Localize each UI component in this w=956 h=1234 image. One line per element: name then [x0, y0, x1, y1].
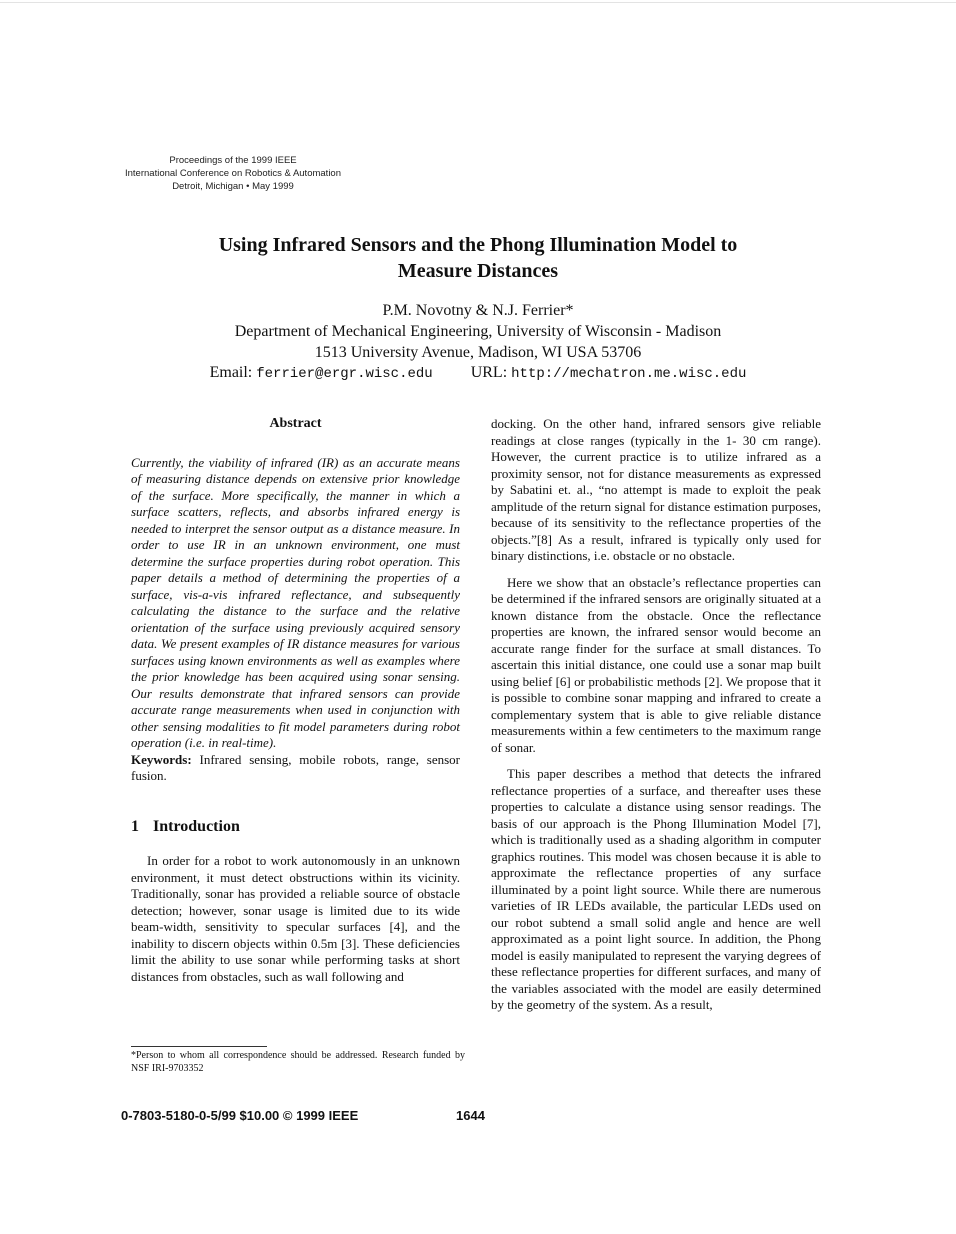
- footnote: *Person to whom all correspondence should be addressed. Research funded by NSF IRI-9703352: [131, 1050, 465, 1074]
- right-paragraph-1: docking. On the other hand, infrared sensors give reliable readings at close ranges (typically in the 1- 30 cm range). However, the current practice is to utilize infrared as a proximity sensor, not for distance measurements as expressed by Sabatini et. al., “no attempt is made to exploit the peak amplitude of the return signal for distance estimation purposes, because of its sensitivity to the reflectance properties of the objects.”[8] As a result, infrared is typically only used for binary distinctions, i.e. obstacle or no obstacle.: [491, 416, 821, 563]
- author-department: Department of Mechanical Engineering, University of Wisconsin - Madison: [234, 323, 722, 340]
- section-title: Introduction: [153, 817, 240, 835]
- author-block: [120, 300, 836, 363]
- keywords: [131, 752, 460, 785]
- paper-title: [120, 232, 836, 284]
- section-number: 1: [131, 817, 139, 835]
- url-address: http://mechatron.me.wisc.edu: [511, 366, 747, 382]
- footnote-rule: [131, 1046, 267, 1047]
- abstract-body: Currently, the viability of infrared (IR) as an accurate means of measuring distance depends on extensive prior knowledge of the surface. More specifically, the manner in which a surface scatters, reflects, and absorbs infrared energy is needed to interpret the sensor output as a distance measure. In order to use IR in an unknown environment, one must determine the surface properties during robot operation. This paper details a method of determining the properties of a surface, vis-a-vis infrared reflectance, and subsequently calculating the distance to the surface and the relative orientation of the surface using previously acquired sensory data. We present examples of IR distance measures for various surfaces using known environments as well as examples where the prior knowledge has been acquired using sonar sensing. Our results demonstrate that infrared sensors can provide accurate range measurements when used in conjunction with other sensing modalities to fit model parameters during robot operation (i.e. in real-time).: [131, 454, 460, 750]
- url-label: URL:: [470, 364, 508, 381]
- proceedings-line-1: Proceedings of the 1999 IEEE: [169, 155, 297, 166]
- proceedings-line-3: Detroit, Michigan • May 1999: [172, 181, 294, 192]
- top-edge-rule: [0, 2, 956, 3]
- left-column: [131, 416, 460, 993]
- author-address: 1513 University Avenue, Madison, WI USA 53706: [314, 344, 642, 361]
- abstract-heading: Abstract: [269, 416, 322, 431]
- right-paragraph-3: This paper describes a method that detects the infrared reflectance properties of a surface, and thereafter uses these properties to calculate a distance using sensor readings. The basis of our approach is the Phong Illumination Model [7], which is traditionally used as a shading algorithm in computer graphics routines. This model was chosen because it is able to approximate the reflectance properties of any surface illuminated by a point light source. While there are numerous varieties of IR LEDs available, the particular LEDs used on our robot subtend a small solid angle and hence are well approximated as a point light source. In addition, the Phong model is easily manipulated to represent the varying degrees of these reflectance properties for different surfaces, and many of the variables associated with the model are easily determined by the geometry of the system. As a result,: [491, 766, 821, 1012]
- right-paragraph-2: Here we show that an obstacle’s reflectance properties can be determined if the infrared sensors are originally situated at a known distance from the obstacle. Once the reflectance properties are known, the infrared sensor would become an accurate range finder for the surface at small distances. To ascertain this initial distance, one could use a sonar map built using belief [6] or probabilistic methods [2]. We propose that it is possible to combine sonar mapping and infrared to create a complementary system that is able to give reliable distance measurements within a few centimeters to the maximum range of sonar.: [491, 574, 821, 755]
- footer-isbn: 0-7803-5180-0-5/99 $10.00 © 1999 IEEE: [121, 1108, 359, 1123]
- page-number: 1644: [456, 1108, 485, 1123]
- author-names: P.M. Novotny & N.J. Ferrier*: [382, 302, 574, 319]
- section-heading-introduction: [131, 819, 460, 836]
- email-label: Email:: [209, 364, 253, 381]
- right-column: [491, 416, 821, 1024]
- proceedings-header: [108, 154, 358, 193]
- email-address: ferrier@ergr.wisc.edu: [256, 366, 433, 382]
- keywords-label: Keywords:: [131, 751, 192, 767]
- title-line-2: Measure Distances: [397, 260, 559, 282]
- keywords-text: Infrared sensing, mobile robots, range, sensor fusion.: [131, 751, 460, 783]
- title-line-1: Using Infrared Sensors and the Phong Illumination Model to: [218, 234, 738, 256]
- contact-line: [120, 362, 836, 385]
- intro-paragraph-1: In order for a robot to work autonomously in an unknown environment, it must detect obstructions within its vicinity. Traditionally, sonar has provided a reliable source of obstacle detection; however, sonar usage is limited due to its wide beam-width, sensitivity to specular surfaces [4], and the inability to discern objects within 0.5m [3]. These deficiencies limit the ability to use sonar while performing tasks at short distances from obstacles, such as wall following and: [131, 853, 460, 984]
- proceedings-line-2: International Conference on Robotics & Automation: [125, 168, 341, 179]
